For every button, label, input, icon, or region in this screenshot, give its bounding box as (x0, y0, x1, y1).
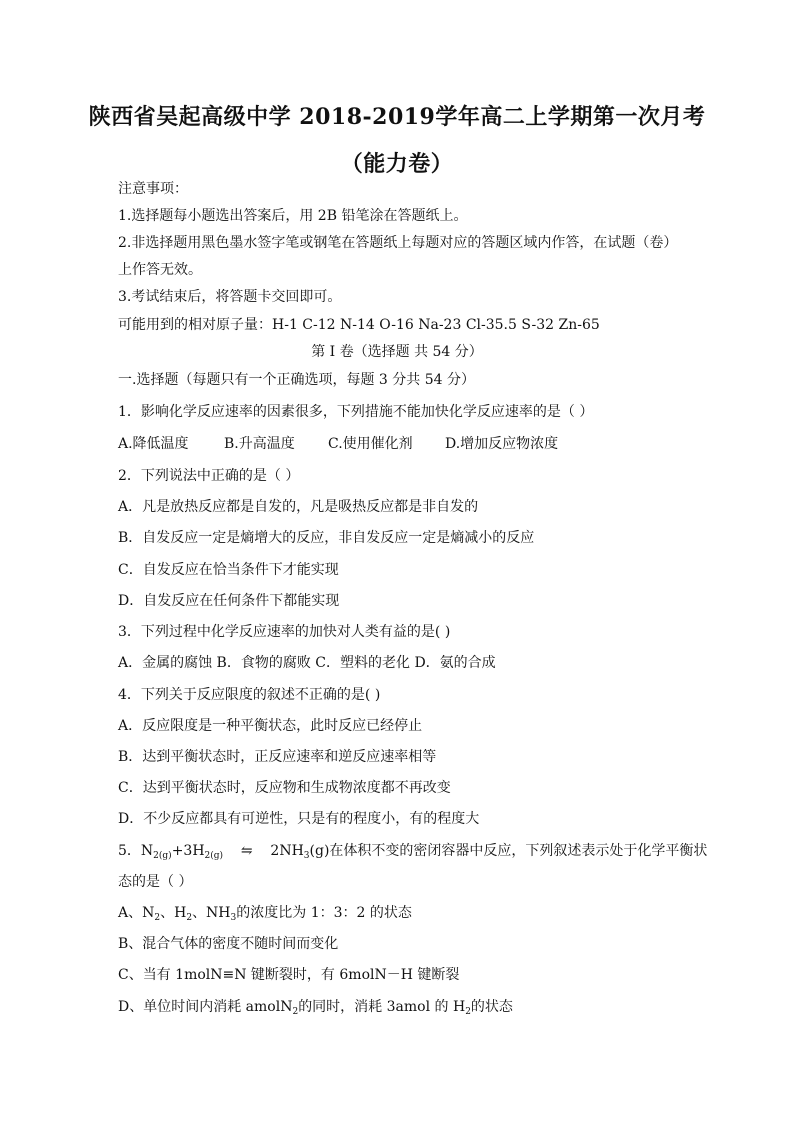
note-item-1: 1.选择题每小题选出答案后，用 2B 铅笔涂在答题纸上。 (118, 208, 468, 224)
q5-option-d: D、单位时间内消耗 amolN$_2$的同时，消耗 3amol 的 $H_2$的状态 (118, 999, 513, 1017)
note-item-2: 2.非选择题用黑色墨水签字笔或钢笔在答题纸上每题对应的答题区域内作答，在试题（卷） (118, 235, 678, 251)
q3-options: A．金属的腐蚀 B．食物的腐败 C．塑料的老化 D．氨的合成 (118, 655, 496, 671)
q2-option-d: D．自发反应在任何条件下都能实现 (118, 593, 340, 609)
q2-option-a: A．凡是放热反应都是自发的，凡是吸热反应都是非自发的 (118, 499, 479, 515)
q5-option-b: B、混合气体的密度不随时间而变化 (118, 936, 339, 952)
question-5-stem-cont: 态的是（ ） (118, 874, 193, 890)
part-title: 第 I 卷（选择题 共 54 分） (311, 344, 483, 360)
q2-option-b: B．自发反应一定是熵增大的反应，非自发反应一定是熵减小的反应 (118, 530, 535, 546)
equilibrium-arrow: ⇋ (223, 843, 271, 859)
q1-option-d: D.增加反应物浓度 (445, 436, 559, 452)
q5-option-a: A、$N_2$、$H_2$、$NH_3$的浓度比为 1：3：2 的状态 (118, 905, 412, 923)
q4-option-c: C．达到平衡状态时，反应物和生成物浓度都不再改变 (118, 780, 451, 796)
question-1-stem: 1．影响化学反应速率的因素很多，下列措施不能加快化学反应速率的是（ ） (118, 404, 594, 420)
question-4-stem: 4．下列关于反应限度的叙述不正确的是( ) (118, 687, 381, 703)
section-instruction: 一.选择题（每题只有一个正确选项，每题 3 分共 54 分） (118, 372, 475, 388)
q1-option-c: C.使用催化剂 (328, 436, 413, 452)
atomic-mass-line: 可能用到的相对原子量：H-1 C-12 N-14 O-16 Na-23 Cl-35.5 S-32 Zn-65 (118, 317, 600, 333)
exam-title: 陕西省吴起高级中学 2018-2019学年高二上学期第一次月考 (88, 104, 706, 130)
q2-option-c: C．自发反应在恰当条件下才能实现 (118, 562, 339, 578)
q1-option-a: A.降低温度 (118, 436, 189, 452)
question-1-options (118, 435, 558, 453)
exam-subtitle: （能力卷） (340, 151, 454, 177)
q1-option-b: B.升高温度 (224, 436, 295, 452)
question-3-stem: 3．下列过程中化学反应速率的加快对人类有益的是( ) (118, 624, 451, 640)
q4-option-d: D．不少反应都具有可逆性，只是有的程度小，有的程度大 (118, 811, 480, 827)
q4-option-a: A．反应限度是一种平衡状态，此时反应已经停止 (118, 718, 423, 734)
note-item-3: 3.考试结束后，将答题卡交回即可。 (118, 289, 342, 305)
q5-option-c: C、当有 1molN≡N 键断裂时，有 6molN－H 键断裂 (118, 967, 460, 983)
question-5-stem: 5．$N_{2(g)}+3H_{2(g)}$ ⇋ $2NH_3(g)$在体积不变的密闭容器中反应，下列叙述表示处于化学平衡状 (118, 843, 708, 861)
note-item-2-cont: 上作答无效。 (118, 262, 202, 278)
q4-option-b: B．达到平衡状态时，正反应速率和逆反应速率相等 (118, 749, 437, 765)
question-2-stem: 2．下列说法中正确的是（ ） (118, 468, 300, 484)
notes-heading: 注意事项： (118, 181, 188, 197)
